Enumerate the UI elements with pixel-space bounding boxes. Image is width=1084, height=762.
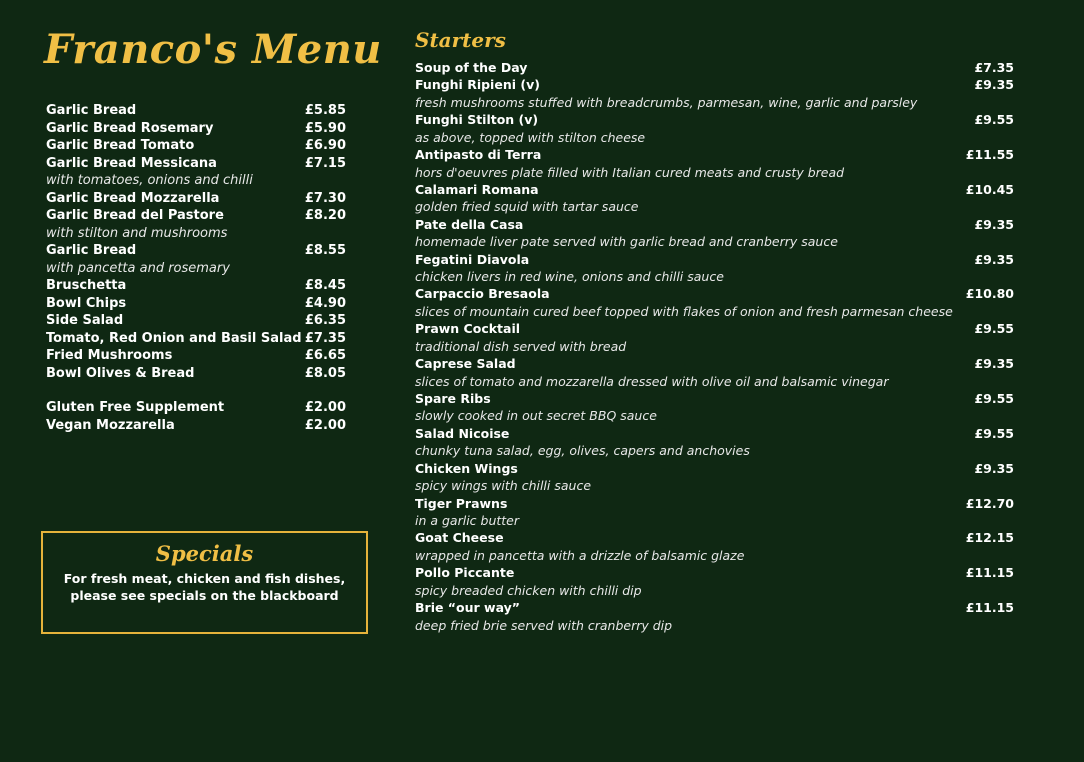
item-price: £2.00 xyxy=(304,400,346,415)
item-name: Chicken Wings xyxy=(415,460,518,476)
specials-box xyxy=(41,531,368,634)
item-name: Garlic Bread xyxy=(46,103,137,118)
item-name: Calamari Romana xyxy=(415,181,539,197)
item-name: Garlic Bread xyxy=(46,243,137,258)
menu-item xyxy=(46,137,346,155)
item-price: £10.45 xyxy=(965,181,1014,197)
item-name: Fried Mushrooms xyxy=(46,348,173,363)
menu-item xyxy=(46,277,346,295)
item-price: £9.35 xyxy=(974,460,1014,476)
item-name: Fegatini Diavola xyxy=(415,251,530,267)
item-name: Bowl Olives & Bread xyxy=(46,365,195,381)
item-name: Tomato, Red Onion and Basil Salad xyxy=(46,330,302,346)
item-description: with stilton and mushrooms xyxy=(46,225,228,241)
menu-item xyxy=(415,181,1014,198)
menu-item xyxy=(415,76,1014,93)
item-name: Garlic Bread Tomato xyxy=(46,138,195,153)
item-name: Pollo Piccante xyxy=(415,565,515,581)
item-price: £11.15 xyxy=(965,565,1014,581)
menu-item xyxy=(46,155,346,173)
item-name: Spare Ribs xyxy=(415,391,491,407)
item-price: £4.90 xyxy=(304,295,346,311)
menu-item xyxy=(46,102,346,120)
item-name: Salad Nicoise xyxy=(415,425,510,441)
menu-item xyxy=(415,251,1014,268)
item-name: Gluten Free Supplement xyxy=(46,400,225,415)
item-name: Tiger Prawns xyxy=(415,495,508,511)
item-name: Brie “our way” xyxy=(415,600,520,616)
item-name: Funghi Stilton (v) xyxy=(415,112,539,128)
menu-item xyxy=(415,355,1014,372)
item-description: slices of mountain cured beef topped with flakes of onion and fresh parmesan cheese xyxy=(415,303,953,319)
menu-item xyxy=(46,190,346,208)
item-name: Funghi Ripieni (v) xyxy=(415,77,540,93)
item-name: Garlic Bread Messicana xyxy=(46,155,217,171)
menu-item xyxy=(415,460,1014,477)
item-name: Bowl Chips xyxy=(46,295,127,311)
item-price: £8.45 xyxy=(304,278,346,293)
item-price: £9.35 xyxy=(974,356,1014,372)
item-price: £8.20 xyxy=(304,208,346,223)
item-price: £6.65 xyxy=(304,348,346,363)
item-price: £9.55 xyxy=(974,321,1014,337)
item-price: £7.30 xyxy=(304,190,346,206)
item-price: £10.80 xyxy=(965,286,1014,302)
menu-item xyxy=(415,285,1014,302)
menu-item xyxy=(415,425,1014,442)
item-description: deep fried brie served with cranberry dip xyxy=(415,617,673,633)
menu-item xyxy=(415,216,1014,233)
menu-item xyxy=(415,111,1014,128)
item-price: £9.55 xyxy=(974,391,1014,407)
item-price: £9.35 xyxy=(974,216,1014,232)
item-name: Pate della Casa xyxy=(415,216,524,232)
item-price: £9.35 xyxy=(974,251,1014,267)
item-name: Goat Cheese xyxy=(415,530,504,546)
item-description: fresh mushrooms stuffed with breadcrumbs, parmesan, wine, garlic and parsley xyxy=(415,94,918,110)
item-description: chicken livers in red wine, onions and chilli sauce xyxy=(415,269,724,285)
menu-item xyxy=(46,207,346,225)
menu-item xyxy=(415,390,1014,407)
item-price: £7.35 xyxy=(304,330,346,346)
item-description: spicy wings with chilli sauce xyxy=(415,478,592,494)
menu-item xyxy=(415,495,1014,512)
menu-item xyxy=(46,295,346,313)
menu-item xyxy=(415,320,1014,337)
item-name: Prawn Cocktail xyxy=(415,321,521,337)
item-name: Side Salad xyxy=(46,313,124,328)
item-description: hors d'oeuvres plate filled with Italian cured meats and crusty bread xyxy=(415,164,845,180)
item-price: £7.15 xyxy=(304,155,346,171)
item-name: Antipasto di Terra xyxy=(415,147,542,163)
item-description: slowly cooked in out secret BBQ sauce xyxy=(415,408,657,424)
item-price: £9.55 xyxy=(974,425,1014,441)
menu-item xyxy=(46,242,346,260)
item-price: £9.35 xyxy=(974,77,1014,93)
item-description: in a garlic butter xyxy=(415,512,520,528)
item-price: £5.90 xyxy=(304,120,346,136)
menu-item xyxy=(46,347,346,365)
menu-item xyxy=(46,120,346,138)
item-price: £12.15 xyxy=(965,530,1014,546)
item-name: Vegan Mozzarella xyxy=(46,417,175,433)
menu-item xyxy=(46,330,346,348)
starters-list xyxy=(415,59,1014,634)
specials-title: Specials xyxy=(155,541,254,566)
item-name: Caprese Salad xyxy=(415,356,516,372)
item-description: homemade liver pate served with garlic bread and cranberry sauce xyxy=(415,234,838,250)
menu-item xyxy=(415,529,1014,546)
menu-item xyxy=(415,599,1014,616)
specials-text: For fresh meat, chicken and fish dishes, please see specials on the blackboard xyxy=(63,571,346,603)
menu-item xyxy=(415,59,1014,76)
item-price: £8.55 xyxy=(304,243,346,258)
item-description: with tomatoes, onions and chilli xyxy=(46,173,253,188)
menu-item xyxy=(46,312,346,330)
item-description: slices of tomato and mozzarella dressed with olive oil and balsamic vinegar xyxy=(415,373,889,389)
item-price: £9.55 xyxy=(974,112,1014,128)
sides-list xyxy=(46,102,346,434)
item-price: £5.85 xyxy=(304,103,346,118)
spacer xyxy=(46,382,346,399)
item-price: £11.55 xyxy=(965,147,1014,163)
item-description: traditional dish served with bread xyxy=(415,338,627,354)
starters-title: Starters xyxy=(415,28,506,52)
item-name: Carpaccio Bresaola xyxy=(415,286,550,302)
menu-title: Franco's Menu xyxy=(44,26,382,73)
item-price: £8.05 xyxy=(304,365,346,381)
item-price: £7.35 xyxy=(974,60,1014,75)
menu-item xyxy=(415,564,1014,581)
menu-item xyxy=(415,146,1014,163)
item-description: as above, topped with stilton cheese xyxy=(415,129,646,145)
menu-item xyxy=(46,365,346,383)
item-name: Soup of the Day xyxy=(415,60,528,75)
item-name: Bruschetta xyxy=(46,278,127,293)
menu-item xyxy=(46,399,346,417)
item-price: £11.15 xyxy=(965,600,1014,616)
item-price: £2.00 xyxy=(304,417,346,433)
item-name: Garlic Bread Mozzarella xyxy=(46,190,220,206)
item-description: golden fried squid with tartar sauce xyxy=(415,199,639,215)
item-name: Garlic Bread del Pastore xyxy=(46,208,224,223)
item-price: £6.90 xyxy=(304,138,346,153)
item-description: spicy breaded chicken with chilli dip xyxy=(415,582,642,598)
item-price: £12.70 xyxy=(965,495,1014,511)
item-price: £6.35 xyxy=(304,313,346,328)
item-description: wrapped in pancetta with a drizzle of balsamic glaze xyxy=(415,547,745,563)
item-description: chunky tuna salad, egg, olives, capers and anchovies xyxy=(415,443,750,459)
item-name: Garlic Bread Rosemary xyxy=(46,120,214,136)
item-description: with pancetta and rosemary xyxy=(46,260,230,276)
menu-item xyxy=(46,417,346,435)
